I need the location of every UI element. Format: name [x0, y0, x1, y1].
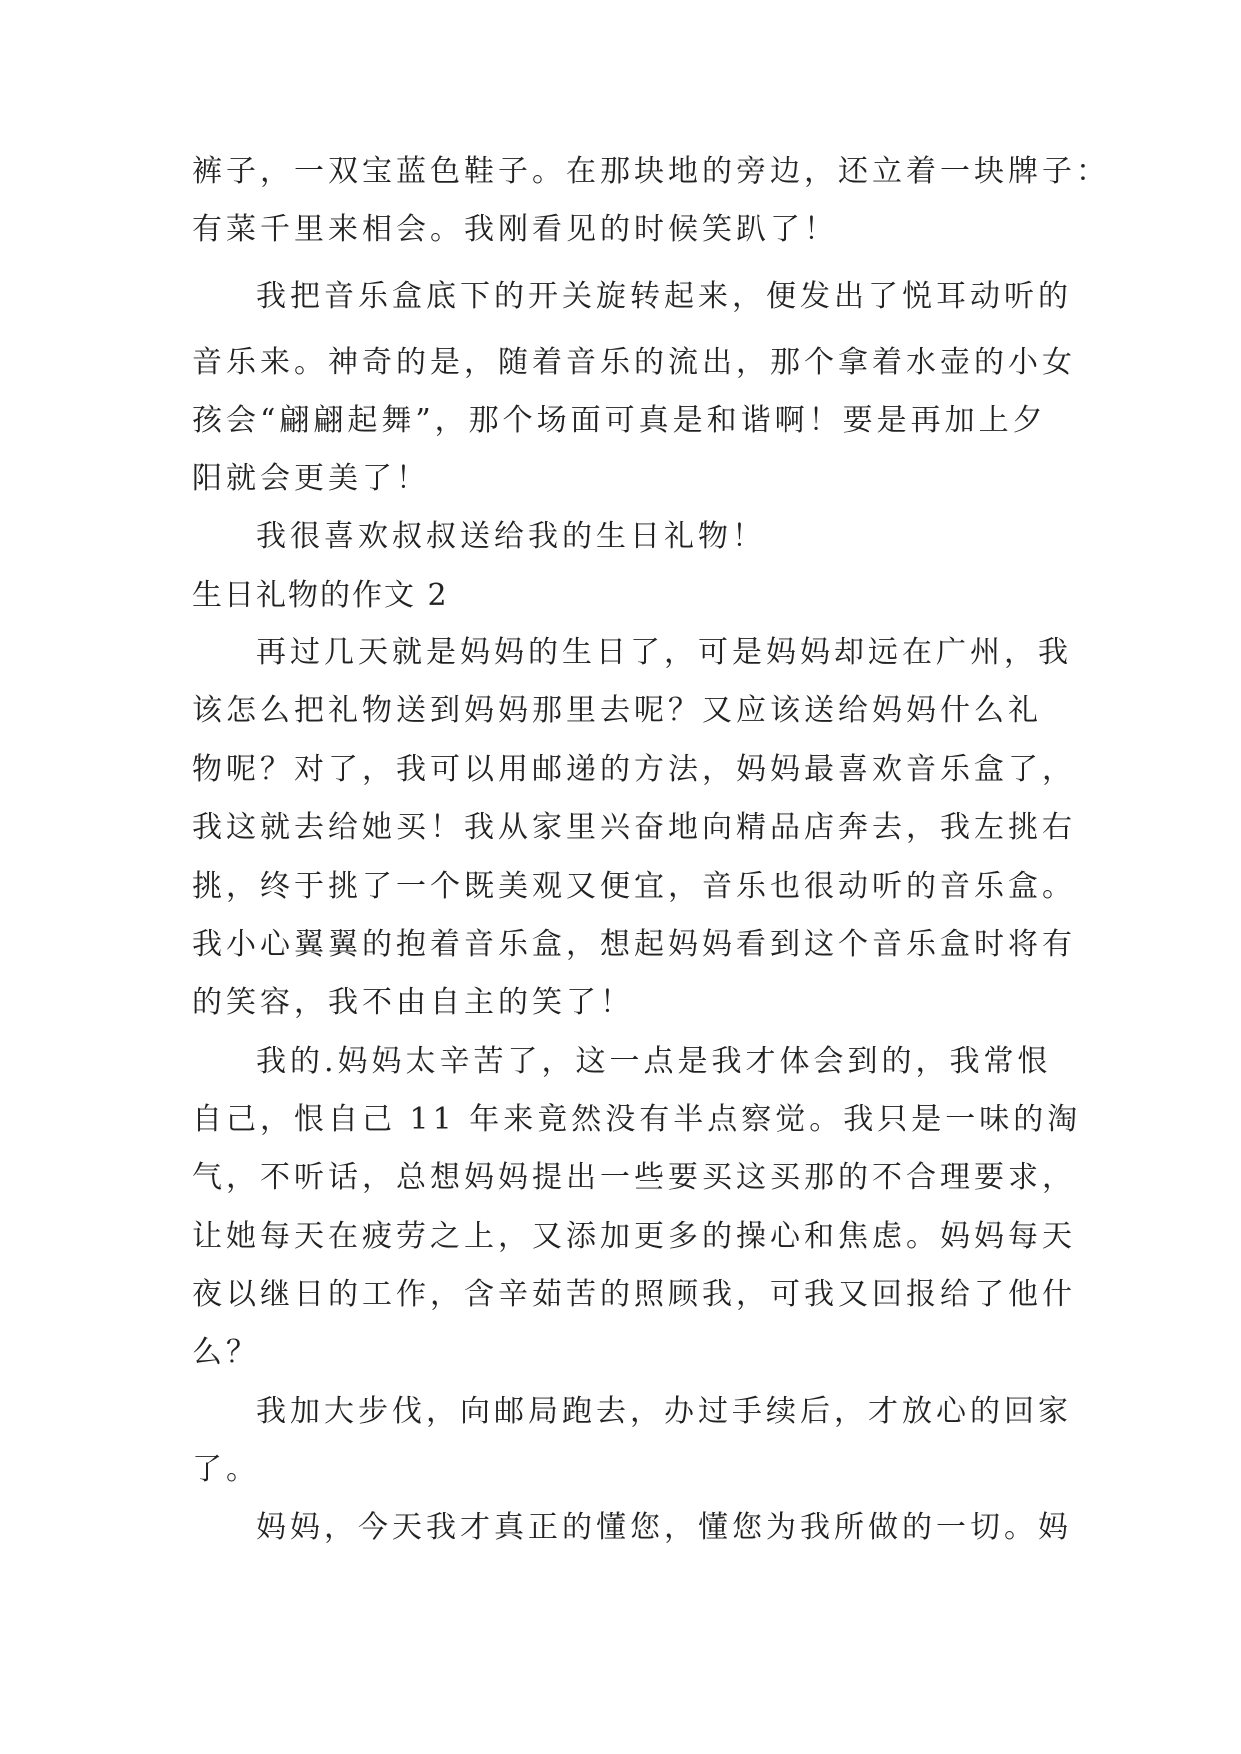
paragraph-start-line: 我把音乐盒底下的开关旋转起来，便发出了悦耳动听的 — [256, 279, 1072, 314]
text-line: 有菜千里来相会。我刚看见的时候笑趴了！ — [192, 212, 838, 247]
paragraph-start-line: 我的.妈妈太辛苦了，这一点是我才体会到的，我常恨 — [256, 1044, 1052, 1079]
paragraph-start-line: 再过几天就是妈妈的生日了，可是妈妈却远在广州，我 — [256, 635, 1072, 670]
text-line: 裤子，一双宝蓝色鞋子。在那块地的旁边，还立着一块牌子： — [192, 154, 1110, 189]
section-heading: 生日礼物的作文 2 — [192, 578, 449, 613]
text-line: 物呢？对了，我可以用邮递的方法，妈妈最喜欢音乐盒了， — [192, 752, 1076, 787]
text-line: 挑，终于挑了一个既美观又便宜，音乐也很动听的音乐盒。 — [192, 869, 1076, 904]
paragraph-start-line: 我很喜欢叔叔送给我的生日礼物！ — [256, 519, 766, 554]
text-line: 音乐来。神奇的是，随着音乐的流出，那个拿着水壶的小女 — [192, 345, 1076, 380]
text-line: 我小心翼翼的抱着音乐盒，想起妈妈看到这个音乐盒时将有 — [192, 927, 1076, 962]
text-line: 我这就去给她买！我从家里兴奋地向精品店奔去，我左挑右 — [192, 810, 1076, 845]
text-line: 气，不听话，总想妈妈提出一些要买这买那的不合理要求， — [192, 1160, 1076, 1195]
text-line: 了。 — [192, 1452, 260, 1487]
text-line: 么？ — [192, 1335, 260, 1370]
text-line: 孩会“翩翩起舞”，那个场面可真是和谐啊！要是再加上夕 — [192, 403, 1047, 438]
text-line: 的笑容，我不由自主的笑了！ — [192, 985, 634, 1020]
text-line: 自己，恨自己 11 年来竟然没有半点察觉。我只是一味的淘 — [192, 1102, 1082, 1137]
paragraph-start-line: 妈妈，今天我才真正的懂您，懂您为我所做的一切。妈 — [256, 1510, 1072, 1545]
paragraph-start-line: 我加大步伐，向邮局跑去，办过手续后，才放心的回家 — [256, 1394, 1072, 1429]
text-line: 阳就会更美了！ — [192, 461, 430, 496]
text-line: 让她每天在疲劳之上，又添加更多的操心和焦虑。妈妈每天 — [192, 1219, 1076, 1254]
text-line: 该怎么把礼物送到妈妈那里去呢？又应该送给妈妈什么礼 — [192, 693, 1042, 728]
text-line: 夜以继日的工作，含辛茹苦的照顾我，可我又回报给了他什 — [192, 1277, 1076, 1312]
